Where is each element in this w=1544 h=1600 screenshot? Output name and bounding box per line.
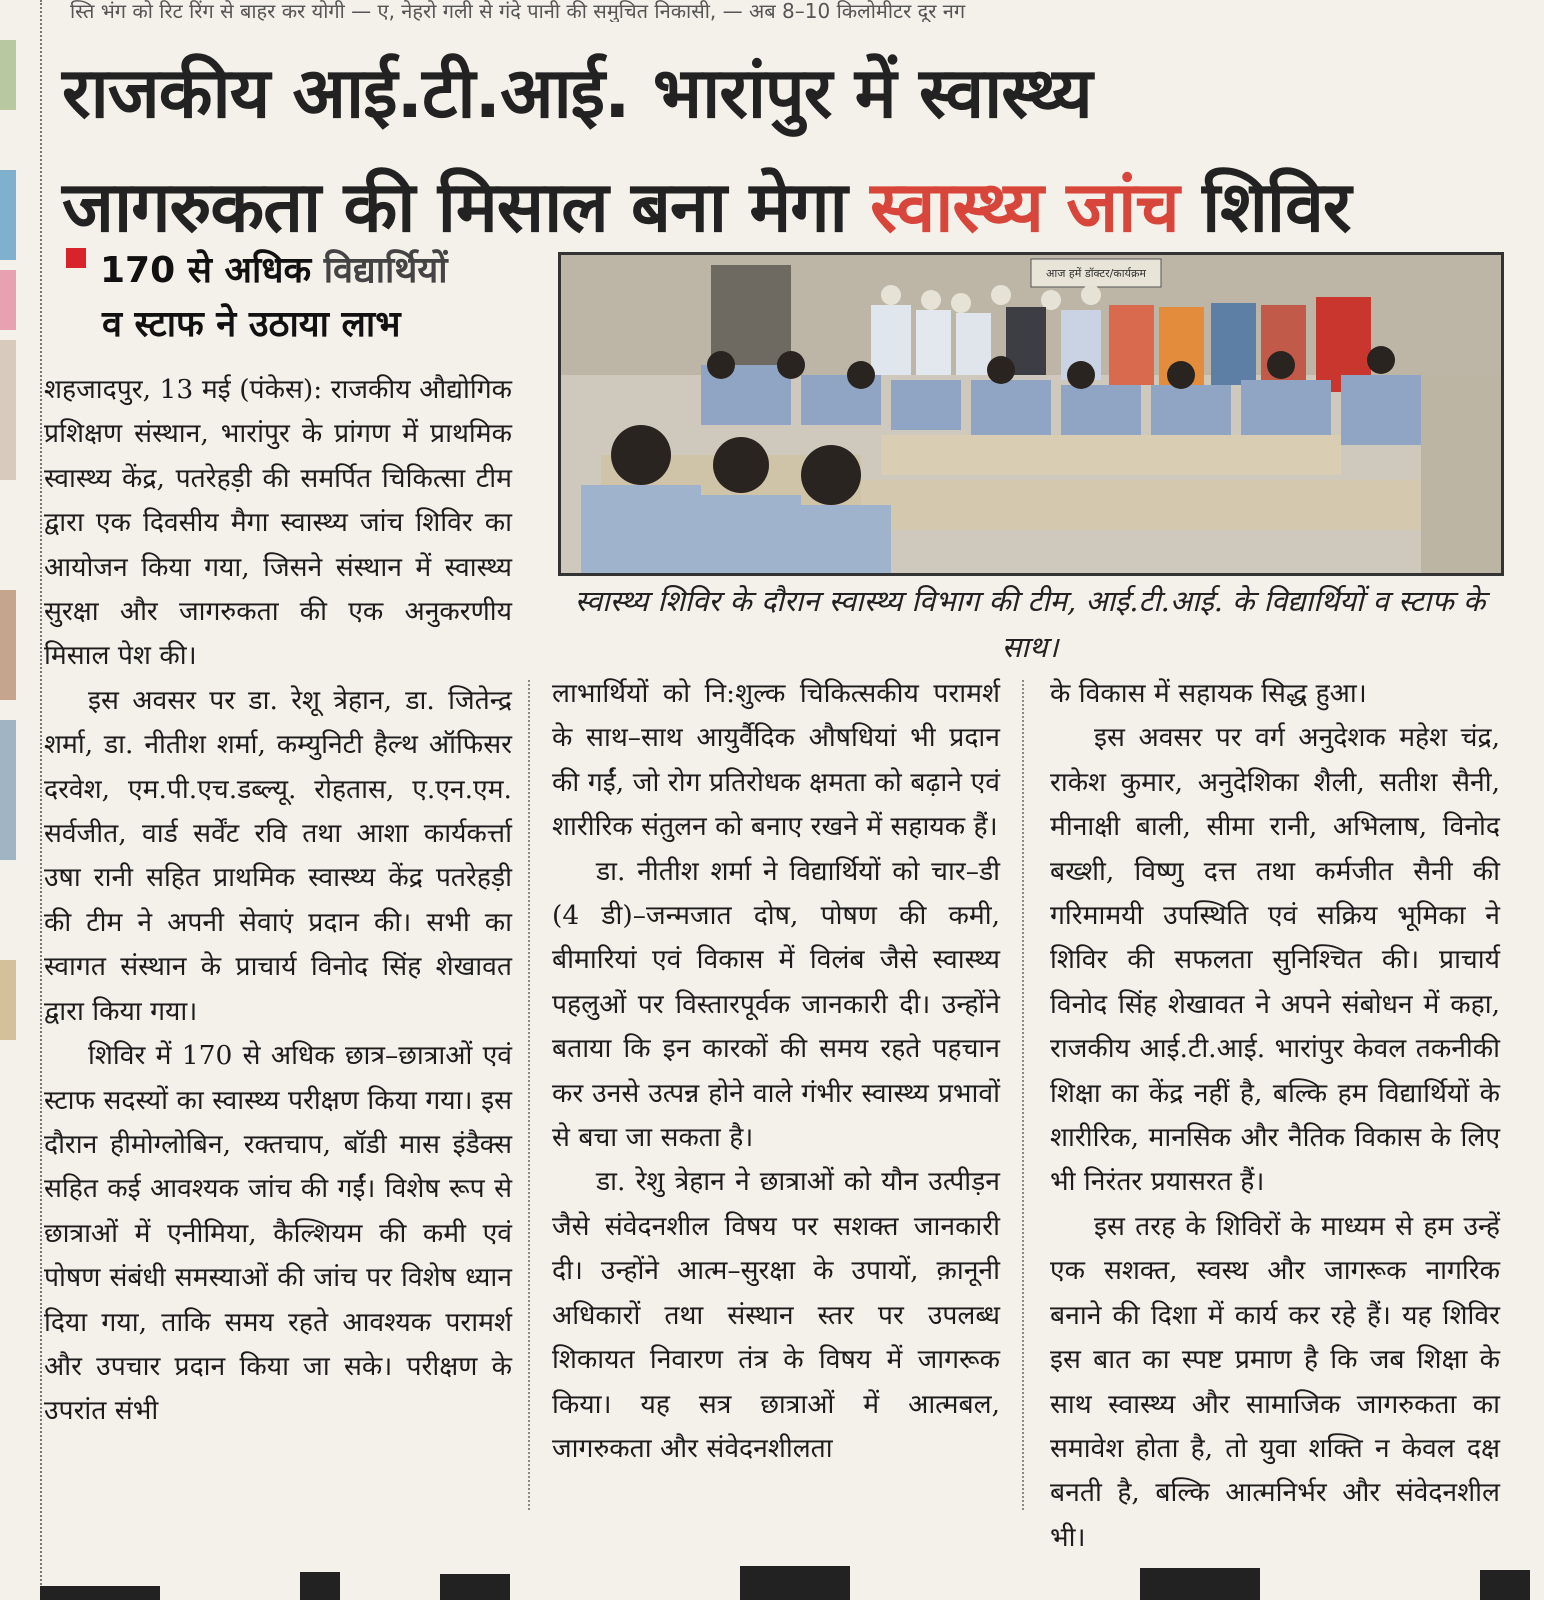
column-rule <box>528 680 530 1510</box>
paragraph: डा. रेशु त्रेहान ने छात्राओं को यौन उत्पीड़न जैसे संवेदनशील विषय पर सशक्त जानकारी दी। उन्होंने आत्म–सुरक्षा के उपायों, क़ानूनी अधिकारों तथा संस्थान स्तर पर उपलब्ध शिकायत निवारण तंत्र के विषय में जागरूक किया। यह सत्र छात्राओं में आत्मबल, जागरुकता और संवेदनशीलता <box>552 1166 1000 1464</box>
next-headline-fragment <box>40 1560 1544 1600</box>
headline-line-2-end: शिविर <box>1178 166 1351 248</box>
headline-line-2-black: जागरुकता की मिसाल बना मेगा <box>62 166 871 248</box>
paragraph: इस अवसर पर डा. रेशू त्रेहान, डा. जितेन्द्र शर्मा, डा. नीतीश शर्मा, कम्युनिटी हैल्थ ऑफिसर दरवेश, एम.पी.एच.डब्ल्यू. रोहतास, ए.एन.एम. सर्वजीत, वार्ड सर्वेंट रवि तथा आशा कार्यकर्त्ता उषा रानी सहित प्राथमिक स्वास्थ्य केंद्र पतरेहड़ी की टीम ने अपनी सेवाएं प्रदान की। सभी का स्वागत संस्थान के प्राचार्य विनोद सिंह शेखावत द्वारा किया गया। <box>44 684 512 1027</box>
paragraph: इस अवसर पर वर्ग अनुदेशक महेश चंद्र, राकेश कुमार, अनुदेशिका शैली, सतीश सैनी, मीनाक्षी बाली, सीमा रानी, अभिलाष, विनोद बख्शी, विष्णु दत्त तथा कर्मजीत सैनी की गरिमामयी उपस्थिति एवं सक्रिय भूमिका ने शिविर की सफलता सुनिश्चित की। प्राचार्य विनोद सिंह शेखावत ने अपने संबोधन में कहा, राजकीय आई.टी.आई. भारांपुर केवल तकनीकी शिक्षा का केंद्र नहीं है, बल्कि हम विद्यार्थियों के शारीरिक, मानसिक और नैतिक विकास के लिए भी निरंतर प्रयासरत हैं। <box>1050 722 1500 1198</box>
paragraph: इस तरह के शिविरों के माध्यम से हम उन्हें एक सशक्त, स्वस्थ और जागरूक नागरिक बनाने की दिशा में कार्य कर रहे हैं। यह शिविर इस बात का स्पष्ट प्रमाण है कि जब शिक्षा के साथ स्वास्थ्य और सामाजिक जागरुकता का समावेश होता है, तो युवा शक्ति न केवल दक्ष बनती है, बल्कि आत्मनिर्भर और संवेदनशील भी। <box>1050 1210 1500 1553</box>
paragraph: के विकास में सहायक सिद्ध हुआ। <box>1050 678 1367 709</box>
subhead-part-2: विद्यार्थियों <box>323 250 448 291</box>
adjacent-article-strip: स्ति भंग को रिट रिंग से बाहर कर योगी — ए, नेहरो गली से गंदे पानी की समुचित निकासी, — अब 8–10 किलोमीटर दूर नग <box>70 0 966 22</box>
subhead-line-2: व स्टाफ ने उठाया लाभ <box>102 304 401 345</box>
classroom-photo-illustration <box>561 255 1501 573</box>
subhead-part-1: 170 से अधिक <box>100 250 324 291</box>
subhead-line-1 <box>66 244 526 298</box>
article-column-2 <box>552 672 1000 1471</box>
article-subheading <box>66 244 526 352</box>
headline-highlight: स्वास्थ्य जांच <box>870 166 1179 248</box>
svg-text:आज हमें डॉक्टर/कार्यक्रम: आज हमें डॉक्टर/कार्यक्रम <box>1046 267 1146 280</box>
red-square-bullet-icon <box>66 248 86 268</box>
news-photo <box>558 252 1504 576</box>
paragraph: लाभार्थियों को नि:शुल्क चिकित्सकीय परामर्श के साथ–साथ आयुर्वैदिक औषधियां भी प्रदान की गईं, जो रोग प्रतिरोधक क्षमता को बढ़ाने एवं शारीरिक संतुलन को बनाए रखने में सहायक हैं। <box>552 678 1000 843</box>
article-headline <box>62 36 1502 264</box>
article-column-1 <box>44 368 512 1434</box>
left-margin-adjacent-page <box>0 0 42 1600</box>
paragraph: शिविर में 170 से अधिक छात्र–छात्राओं एवं स्टाफ सदस्यों का स्वास्थ्य परीक्षण किया गया। इस दौरान हीमोग्लोबिन, रक्तचाप, बॉडी मास इंडैक्स सहित कई आवश्यक जांच की गईं। विशेष रूप से छात्राओं में एनीमिया, कैल्शियम की कमी एवं पोषण संबंधी समस्याओं की जांच पर विशेष ध्यान दिया गया, ताकि समय रहते आवश्यक परामर्श और उपचार प्रदान किया जा सके। परीक्षण के उपरांत संभी <box>44 1040 512 1427</box>
headline-line-1: राजकीय आई.टी.आई. भारांपुर में स्वास्थ्य <box>62 52 1092 134</box>
article-column-3 <box>1050 672 1500 1560</box>
column-rule <box>1022 680 1024 1510</box>
paragraph: डा. नीतीश शर्मा ने विद्यार्थियों को चार–डी (4 डी)–जन्मजात दोष, पोषण की कमी, बीमारियां एवं विकास में विलंब जैसे स्वास्थ्य पहलुओं पर विस्तारपूर्वक जानकारी दी। उन्होंने बताया कि इन कारकों की समय रहते पहचान कर उनसे उत्पन्न होने वाले गंभीर स्वास्थ्य प्रभावों से बचा जा सकता है। <box>552 855 1000 1154</box>
photo-caption: स्वास्थ्य शिविर के दौरान स्वास्थ्य विभाग की टीम, आई.टी.आई. के विद्यार्थियों व स्टाफ के साथ। <box>574 584 1486 664</box>
paragraph: शहजादपुर, 13 मई (पंकेस): राजकीय औद्योगिक प्रशिक्षण संस्थान, भारांपुर के प्रांगण में प्राथमिक स्वास्थ्य केंद्र, पतरेहड़ी की समर्पित चिकित्सा टीम द्वारा एक दिवसीय मैगा स्वास्थ्य जांच शिविर का आयोजन किया गया, जिसने संस्थान में स्वास्थ्य सुरक्षा और जागरुकता की एक अनुकरणीय मिसाल पेश की। <box>44 374 512 672</box>
